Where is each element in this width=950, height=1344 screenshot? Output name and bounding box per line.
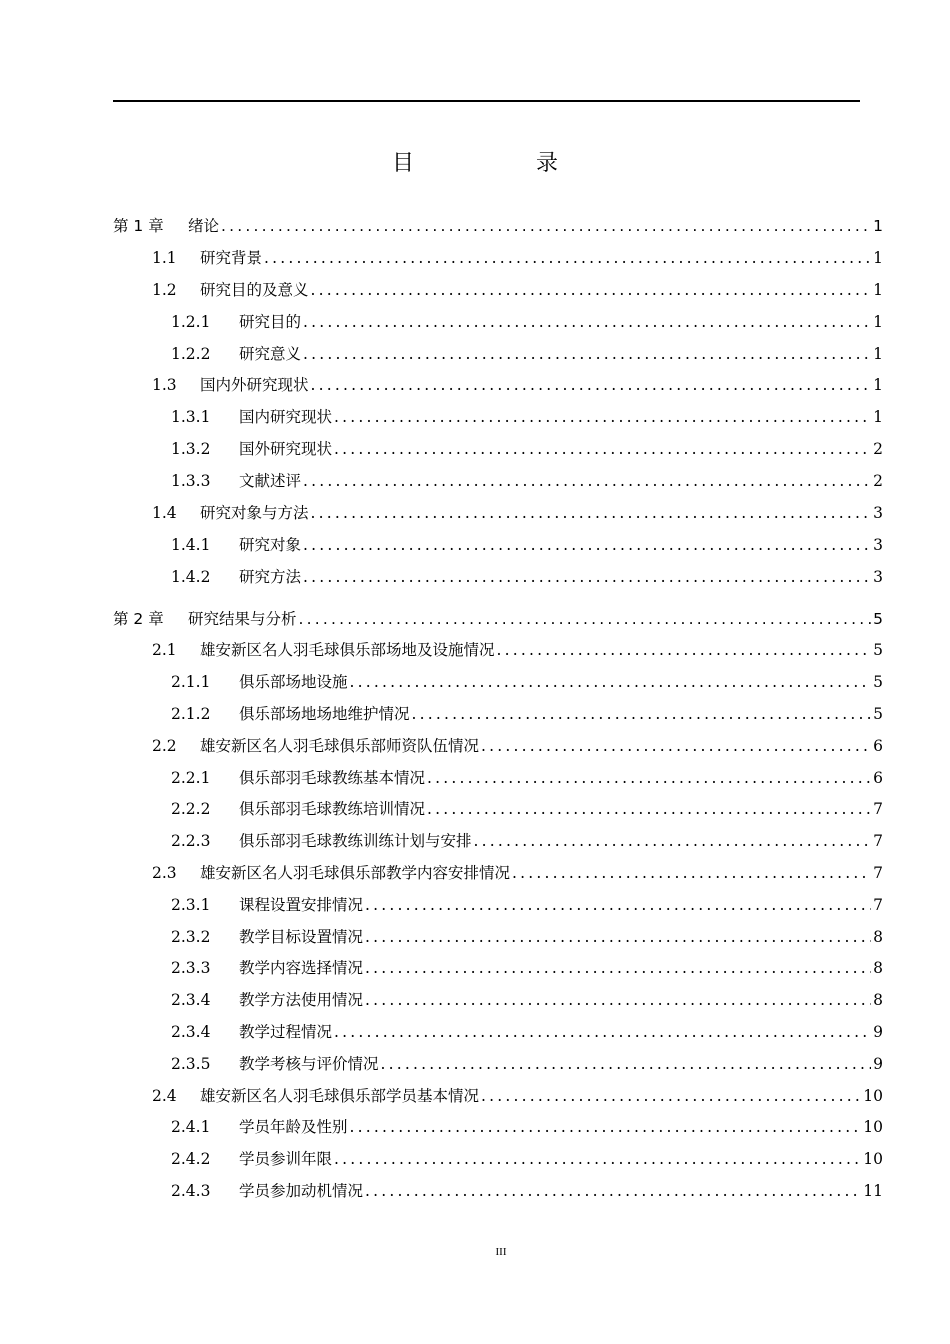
toc-dot-leader	[365, 896, 871, 914]
toc-entry[interactable]	[113, 501, 883, 533]
toc-entry-number: 2.1.2	[171, 705, 211, 724]
toc-page-number: 2	[873, 472, 883, 491]
toc-entry[interactable]	[113, 1115, 883, 1147]
toc-entry[interactable]	[113, 1147, 883, 1179]
toc-entry[interactable]	[113, 405, 883, 437]
toc-entry-title: 绪论	[188, 217, 220, 235]
toc-dot-leader	[427, 769, 871, 787]
toc-page-number: 10	[863, 1150, 883, 1169]
toc-entry-title: 课程设置安排情况	[239, 895, 364, 914]
toc-page-number: 10	[863, 1086, 883, 1105]
toc-dot-leader	[311, 281, 872, 299]
toc-entry[interactable]	[113, 533, 883, 565]
toc-entry-number: 2.1	[152, 641, 177, 660]
toc-entry-title: 国内外研究现状	[200, 376, 309, 395]
toc-entry-number: 2.3.5	[171, 1054, 211, 1073]
page-title: 目 录	[391, 151, 608, 176]
toc-entry-number: 2.4	[152, 1086, 177, 1105]
toc-page-number: 5	[873, 673, 883, 692]
toc-dot-leader	[303, 568, 871, 586]
toc-entry-number: 1.3	[152, 376, 177, 395]
toc-dot-leader	[334, 440, 871, 458]
toc-page-number: 5	[873, 705, 883, 724]
toc-entry-title: 雄安新区名人羽毛球俱乐部师资队伍情况	[200, 736, 480, 755]
toc-page-number: 1	[873, 376, 883, 395]
toc-entry-title: 文献述评	[239, 472, 302, 491]
toc-entry-title: 教学内容选择情况	[239, 959, 364, 978]
toc-entry-title: 研究对象与方法	[200, 504, 309, 523]
toc-entry-number: 1.3.1	[171, 408, 211, 427]
toc-entry-number: 1.2.2	[171, 344, 211, 363]
toc-entry-title: 雄安新区名人羽毛球俱乐部场地及设施情况	[200, 641, 495, 660]
toc-entry-title: 俱乐部羽毛球教练训练计划与安排	[239, 832, 472, 851]
toc-entry-number: 第 2 章	[113, 609, 164, 628]
toc-entry[interactable]	[113, 246, 883, 278]
toc-page-number: 3	[873, 567, 883, 586]
toc-entry-title: 俱乐部场地设施	[239, 673, 348, 692]
toc-page-number: 8	[873, 959, 883, 978]
toc-entry[interactable]	[113, 861, 883, 893]
toc-entry[interactable]	[113, 437, 883, 469]
toc-dot-leader	[311, 376, 872, 394]
toc-entry-title: 研究结果与分析	[188, 609, 297, 628]
toc-dot-leader	[481, 1087, 861, 1105]
header-rule	[113, 100, 860, 102]
toc-dot-leader	[334, 1023, 871, 1041]
toc-dot-leader	[264, 249, 871, 267]
toc-page-number: 1	[873, 248, 883, 267]
toc-entry-title: 俱乐部场地场地维护情况	[239, 705, 410, 724]
toc-dot-leader	[334, 408, 871, 426]
toc-entry-title: 雄安新区名人羽毛球俱乐部学员基本情况	[200, 1086, 480, 1105]
toc-page-number: 7	[873, 864, 883, 883]
toc-entry-title: 教学目标设置情况	[239, 927, 364, 946]
toc-page-number: 3	[873, 504, 883, 523]
toc-dot-leader	[512, 864, 871, 882]
toc-entry-number: 2.3.4	[171, 991, 211, 1010]
toc-entry-number: 1.3.2	[171, 440, 211, 459]
toc-dot-leader	[427, 800, 871, 818]
toc-entry-title: 教学方法使用情况	[239, 991, 364, 1010]
toc-page-number: 9	[873, 1054, 883, 1073]
toc-entry[interactable]	[113, 469, 883, 501]
toc-entry-title: 俱乐部羽毛球教练培训情况	[239, 800, 426, 819]
toc-dot-leader	[365, 959, 871, 977]
toc-page-number: 7	[873, 800, 883, 819]
toc-entry-number: 2.3.3	[171, 959, 211, 978]
page-number-footer: III	[495, 1246, 507, 1258]
toc-entry-number: 2.4.2	[171, 1150, 211, 1169]
toc-entry-number: 1.3.3	[171, 472, 211, 491]
toc-page-number: 6	[873, 768, 883, 787]
toc-dot-leader	[474, 832, 872, 850]
toc-page-number: 1	[873, 280, 883, 299]
toc-entry[interactable]	[113, 1084, 883, 1116]
toc-chapter-entry[interactable]	[113, 214, 883, 246]
toc-dot-leader	[303, 536, 871, 554]
toc-entry-number: 2.3.2	[171, 927, 211, 946]
toc-entry-number: 2.4.3	[171, 1182, 211, 1201]
toc-dot-leader	[365, 991, 871, 1009]
toc-entry-title: 研究对象	[239, 535, 302, 554]
toc-entry[interactable]	[113, 1179, 883, 1211]
toc-entry-number: 1.2	[152, 280, 177, 299]
toc-entry[interactable]	[113, 1052, 883, 1084]
toc-entry[interactable]	[113, 310, 883, 342]
toc-page-number: 1	[873, 344, 883, 363]
toc-page-number: 9	[873, 1023, 883, 1042]
toc-dot-leader	[311, 504, 872, 522]
toc-entry[interactable]	[113, 766, 883, 798]
toc-entry[interactable]	[113, 956, 883, 988]
toc-entry-title: 国外研究现状	[239, 440, 333, 459]
toc-entry[interactable]	[113, 893, 883, 925]
toc-entry-number: 1.2.1	[171, 312, 211, 331]
toc-entry[interactable]	[113, 829, 883, 861]
toc-entry-number: 1.4.2	[171, 567, 211, 586]
toc-dot-leader	[303, 345, 871, 363]
toc-dot-leader	[497, 641, 872, 659]
toc-entry-number: 2.4.1	[171, 1118, 211, 1137]
toc-entry-title: 研究目的及意义	[200, 280, 309, 299]
toc-page-number: 7	[873, 895, 883, 914]
toc-page-number: 1	[873, 312, 883, 331]
toc-entry[interactable]	[113, 797, 883, 829]
toc-entry-number: 2.2.3	[171, 832, 211, 851]
toc-dot-leader	[303, 472, 871, 490]
toc-entry[interactable]	[113, 734, 883, 766]
toc-entry-title: 学员年龄及性别	[239, 1118, 348, 1137]
toc-entry[interactable]	[113, 670, 883, 702]
toc-entry-number: 1.1	[152, 248, 177, 267]
toc-entry-title: 研究方法	[239, 567, 302, 586]
toc-entry[interactable]	[113, 278, 883, 310]
toc-entry[interactable]	[113, 373, 883, 405]
toc-entry-title: 学员参训年限	[239, 1150, 333, 1169]
toc-dot-leader	[334, 1150, 861, 1168]
toc-page-number: 6	[873, 736, 883, 755]
toc-entry-number: 2.3	[152, 864, 177, 883]
toc-chapter-entry[interactable]	[113, 607, 883, 639]
toc-entry-title: 学员参加动机情况	[239, 1182, 364, 1201]
toc-dot-leader	[365, 1182, 861, 1200]
toc-entry-number: 2.2.1	[171, 768, 211, 787]
toc-entry[interactable]	[113, 565, 883, 597]
toc-entry-number: 2.3.1	[171, 895, 211, 914]
toc-page-number: 3	[873, 535, 883, 554]
toc-chapter-group	[113, 607, 883, 1211]
toc-page-number: 1	[873, 408, 883, 427]
toc-dot-leader	[299, 610, 872, 628]
toc-entry-title: 研究意义	[239, 344, 302, 363]
toc-entry-number: 2.1.1	[171, 673, 211, 692]
toc-dot-leader	[381, 1055, 872, 1073]
toc-entry-number: 2.2	[152, 736, 177, 755]
toc-page-number: 8	[873, 927, 883, 946]
toc-entry-title: 研究目的	[239, 312, 302, 331]
toc-entry-title: 国内研究现状	[239, 408, 333, 427]
toc-entry-title: 雄安新区名人羽毛球俱乐部教学内容安排情况	[200, 864, 511, 883]
toc-page-number: 7	[873, 832, 883, 851]
toc-page-number: 1	[873, 217, 883, 235]
toc-entry[interactable]	[113, 638, 883, 670]
toc-dot-leader	[412, 705, 872, 723]
toc-entry[interactable]	[113, 988, 883, 1020]
table-of-contents	[113, 214, 883, 1211]
toc-entry-number: 1.4.1	[171, 535, 211, 554]
toc-entry[interactable]	[113, 702, 883, 734]
toc-dot-leader	[350, 1118, 862, 1136]
toc-dot-leader	[365, 928, 871, 946]
toc-entry-title: 教学考核与评价情况	[239, 1054, 379, 1073]
toc-dot-leader	[481, 737, 871, 755]
toc-entry-number: 1.4	[152, 504, 177, 523]
toc-page-number: 5	[873, 641, 883, 660]
toc-entry-number: 2.2.2	[171, 800, 211, 819]
toc-page-number: 11	[863, 1182, 883, 1201]
toc-dot-leader	[350, 673, 872, 691]
toc-chapter-group	[113, 214, 883, 597]
toc-page-number: 2	[873, 440, 883, 459]
toc-dot-leader	[221, 217, 871, 235]
toc-page-number: 10	[863, 1118, 883, 1137]
toc-page-number: 5	[873, 609, 883, 628]
toc-entry-title: 俱乐部羽毛球教练基本情况	[239, 768, 426, 787]
toc-dot-leader	[303, 313, 871, 331]
toc-entry[interactable]	[113, 925, 883, 957]
toc-entry-title: 教学过程情况	[239, 1023, 333, 1042]
toc-entry[interactable]	[113, 1020, 883, 1052]
toc-page-number: 8	[873, 991, 883, 1010]
toc-entry-number: 第 1 章	[113, 217, 164, 235]
toc-entry[interactable]	[113, 342, 883, 374]
toc-entry-title: 研究背景	[200, 248, 263, 267]
toc-entry-number: 2.3.4	[171, 1023, 211, 1042]
